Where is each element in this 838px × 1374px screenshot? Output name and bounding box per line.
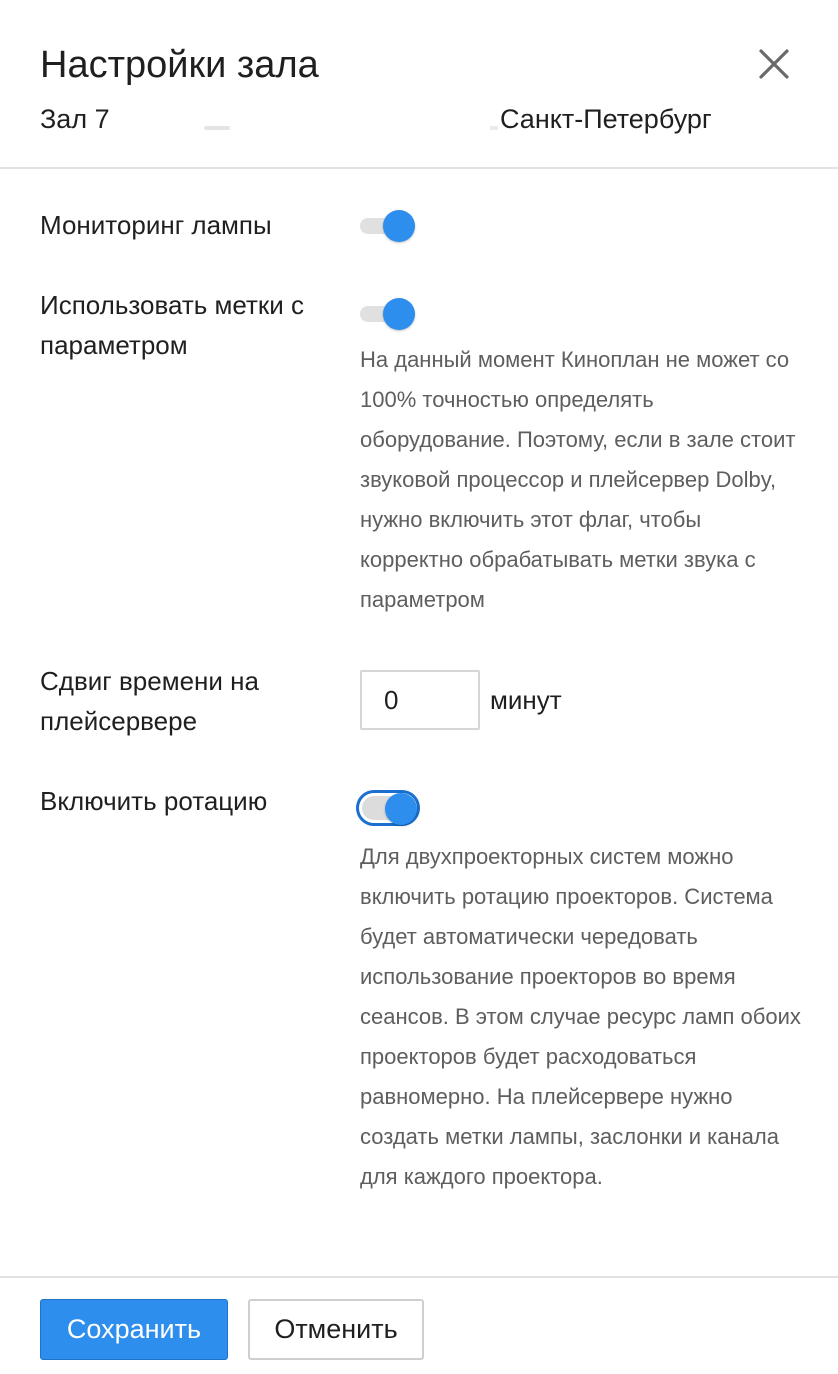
dialog-title: Настройки зала: [40, 44, 319, 86]
redacted-text: [204, 126, 230, 130]
param-marks-label: Использовать метки с параметром: [40, 290, 305, 360]
param-marks-toggle[interactable]: [358, 294, 420, 334]
time-shift-unit: минут: [490, 685, 562, 715]
save-button[interactable]: Сохранить: [40, 1299, 228, 1360]
rotation-toggle[interactable]: [358, 788, 420, 828]
toggle-knob: [383, 298, 415, 330]
rotation-hint: Для двухпроекторных систем можно включить ротацию проекторов. Система будет автоматически чередовать использование проекторов во время сеансов. В этом случае ресурс ламп обоих проекторов будет расходоваться равномерно. На плейсервере нужно создать метки лампы, заслонки и канала для каждого проектора.: [360, 844, 801, 1189]
hall-city: Санкт-Петербург: [500, 104, 712, 134]
toggle-knob: [385, 793, 417, 825]
time-shift-label: Сдвиг времени на плейсервере: [40, 666, 259, 736]
close-icon: [752, 42, 796, 86]
cancel-button[interactable]: Отменить: [248, 1299, 424, 1360]
hall-name: Зал 7: [40, 104, 110, 134]
param-marks-hint: На данный момент Киноплан не может со 100% точностью определять оборудование. Поэтому, если в зале стоит звуковой процессор и плейсервер Dolby, нужно включить этот флаг, чтобы корректно обрабатывать метки звука с параметром: [360, 347, 796, 612]
rotation-label: Включить ротацию: [40, 786, 268, 816]
toggle-knob: [383, 210, 415, 242]
dialog-footer: [0, 1276, 838, 1374]
close-button[interactable]: [752, 42, 796, 86]
lamp-monitoring-label: Мониторинг лампы: [40, 210, 272, 240]
dialog-header: [0, 0, 838, 169]
time-shift-input[interactable]: [360, 670, 480, 730]
redacted-text-2: [490, 126, 498, 130]
lamp-monitoring-toggle[interactable]: [358, 206, 420, 246]
